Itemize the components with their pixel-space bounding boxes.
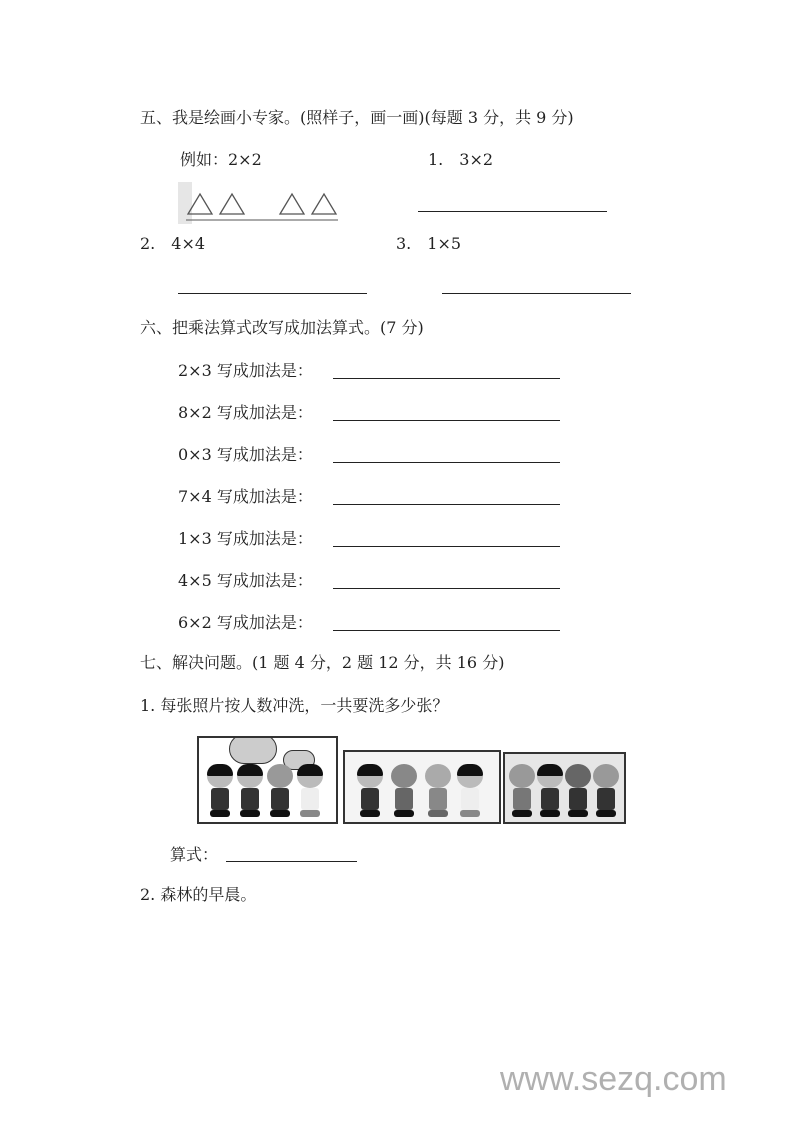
answer-line-6-1[interactable] — [333, 378, 560, 379]
question-5-3: 3. 1×5 — [396, 234, 462, 253]
conversion-row-label: 0×3 写成加法是： — [178, 445, 313, 464]
conversion-row-label: 6×2 写成加法是： — [178, 613, 313, 632]
formula-label: 算式： — [170, 845, 219, 864]
conversion-row-label: 7×4 写成加法是： — [178, 487, 313, 506]
conversion-row-label: 2×3 写成加法是： — [178, 361, 313, 380]
answer-line-5-3[interactable] — [442, 293, 631, 294]
photo-3 — [503, 752, 626, 824]
example-triangles — [178, 182, 340, 224]
answer-line-6-4[interactable] — [333, 504, 560, 505]
section6-heading: 六、把乘法算式改写成加法算式。(7 分) — [140, 318, 424, 337]
question-5-1: 1. 3×2 — [428, 150, 494, 169]
photo-2 — [343, 750, 501, 824]
watermark: www.sezq.com — [500, 1060, 727, 1098]
photo-1 — [197, 736, 338, 824]
question-7-2: 2. 森林的早晨。 — [140, 885, 257, 904]
answer-line-6-3[interactable] — [333, 462, 560, 463]
answer-line-5-1[interactable] — [418, 211, 607, 212]
tree-cloud — [229, 736, 277, 764]
conversion-row-label: 1×3 写成加法是： — [178, 529, 313, 548]
conversion-row-label: 4×5 写成加法是： — [178, 571, 313, 590]
question-5-2: 2. 4×4 — [140, 234, 206, 253]
question-7-1: 1. 每张照片按人数冲洗，一共要洗多少张？ — [140, 696, 449, 715]
answer-line-6-5[interactable] — [333, 546, 560, 547]
example-label: 例如：2×2 — [180, 150, 262, 169]
answer-line-6-7[interactable] — [333, 630, 560, 631]
answer-line-6-2[interactable] — [333, 420, 560, 421]
answer-line-5-2[interactable] — [178, 293, 367, 294]
triangle-drawing — [178, 182, 340, 224]
conversion-row-label: 8×2 写成加法是： — [178, 403, 313, 422]
section5-heading: 五、我是绘画小专家。(照样子，画一画)(每题 3 分，共 9 分) — [140, 108, 574, 127]
answer-line-6-6[interactable] — [333, 588, 560, 589]
formula-answer-line[interactable] — [226, 861, 357, 862]
section7-heading: 七、解决问题。(1 题 4 分，2 题 12 分，共 16 分) — [140, 653, 505, 672]
